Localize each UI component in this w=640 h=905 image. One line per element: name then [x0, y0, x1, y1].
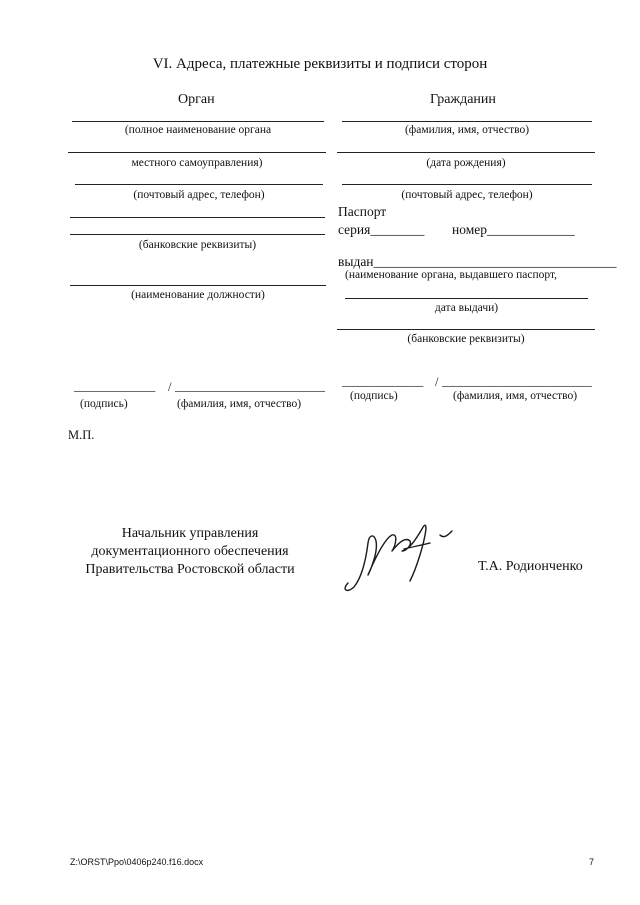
official-title-line-3: Правительства Ростовской области: [85, 562, 295, 577]
official-title-line-2: документационного обеспечения: [91, 544, 289, 559]
left-name-caption: (фамилия, имя, отчество): [177, 398, 302, 410]
stamp-placeholder: М.П.: [68, 428, 95, 442]
official-title: [60, 525, 320, 579]
left-line-2: [68, 152, 326, 153]
right-line-2: [337, 152, 595, 153]
left-line-6: [70, 285, 326, 286]
section-title: VI. Адреса, платежные реквизиты и подписи сторон: [152, 56, 488, 72]
right-heading: Гражданин: [430, 92, 496, 107]
left-caption-2: местного самоуправления): [131, 157, 263, 169]
right-caption-1: (фамилия, имя, отчество): [404, 124, 530, 136]
handwritten-signature: [340, 515, 460, 595]
left-name-line: ________________________: [175, 379, 325, 393]
right-line-1: [342, 121, 592, 122]
right-line-3: [342, 184, 592, 185]
page-number: 7: [589, 857, 595, 867]
left-line-3: [75, 184, 323, 185]
passport-label: Паспорт: [338, 204, 387, 219]
left-signature-line: _____________: [74, 379, 156, 393]
right-caption-3: (почтовый адрес, телефон): [401, 189, 533, 201]
right-name-line: ________________________: [442, 374, 592, 388]
left-heading: Орган: [178, 92, 215, 107]
right-bank-caption: (банковские реквизиты): [407, 333, 525, 345]
right-line-bank: [337, 329, 595, 330]
left-caption-4: (банковские реквизиты): [138, 239, 257, 251]
passport-number: номер_____________: [452, 222, 575, 237]
passport-series: серия________: [338, 222, 425, 237]
right-signature-line: _____________: [342, 374, 424, 388]
official-title-line-1: Начальник управления: [121, 526, 259, 541]
right-line-issue-date: [345, 298, 588, 299]
right-slash: /: [435, 375, 439, 389]
left-line-4: [70, 217, 325, 218]
left-line-5: [70, 234, 325, 235]
right-caption-2: (дата рождения): [426, 157, 506, 169]
left-caption-5: (наименование должности): [131, 289, 265, 301]
footer-file-path: Z:\ORST\Ppo\0406p240.f16.docx: [70, 857, 204, 867]
official-name: Т.А. Родионченко: [478, 559, 583, 574]
issued-caption: (наименование органа, выдавшего паспорт,: [345, 269, 557, 281]
issue-date-caption: дата выдачи): [434, 302, 499, 314]
passport-issued: выдан____________________________________: [338, 254, 617, 269]
right-name-caption: (фамилия, имя, отчество): [453, 390, 578, 402]
left-caption-3: (почтовый адрес, телефон): [133, 189, 265, 201]
right-sign-caption: (подпись): [350, 390, 398, 402]
left-caption-1: (полное наименование органа: [124, 124, 272, 136]
left-line-1: [72, 121, 324, 122]
left-sign-caption: (подпись): [80, 398, 128, 410]
left-slash: /: [168, 380, 172, 394]
